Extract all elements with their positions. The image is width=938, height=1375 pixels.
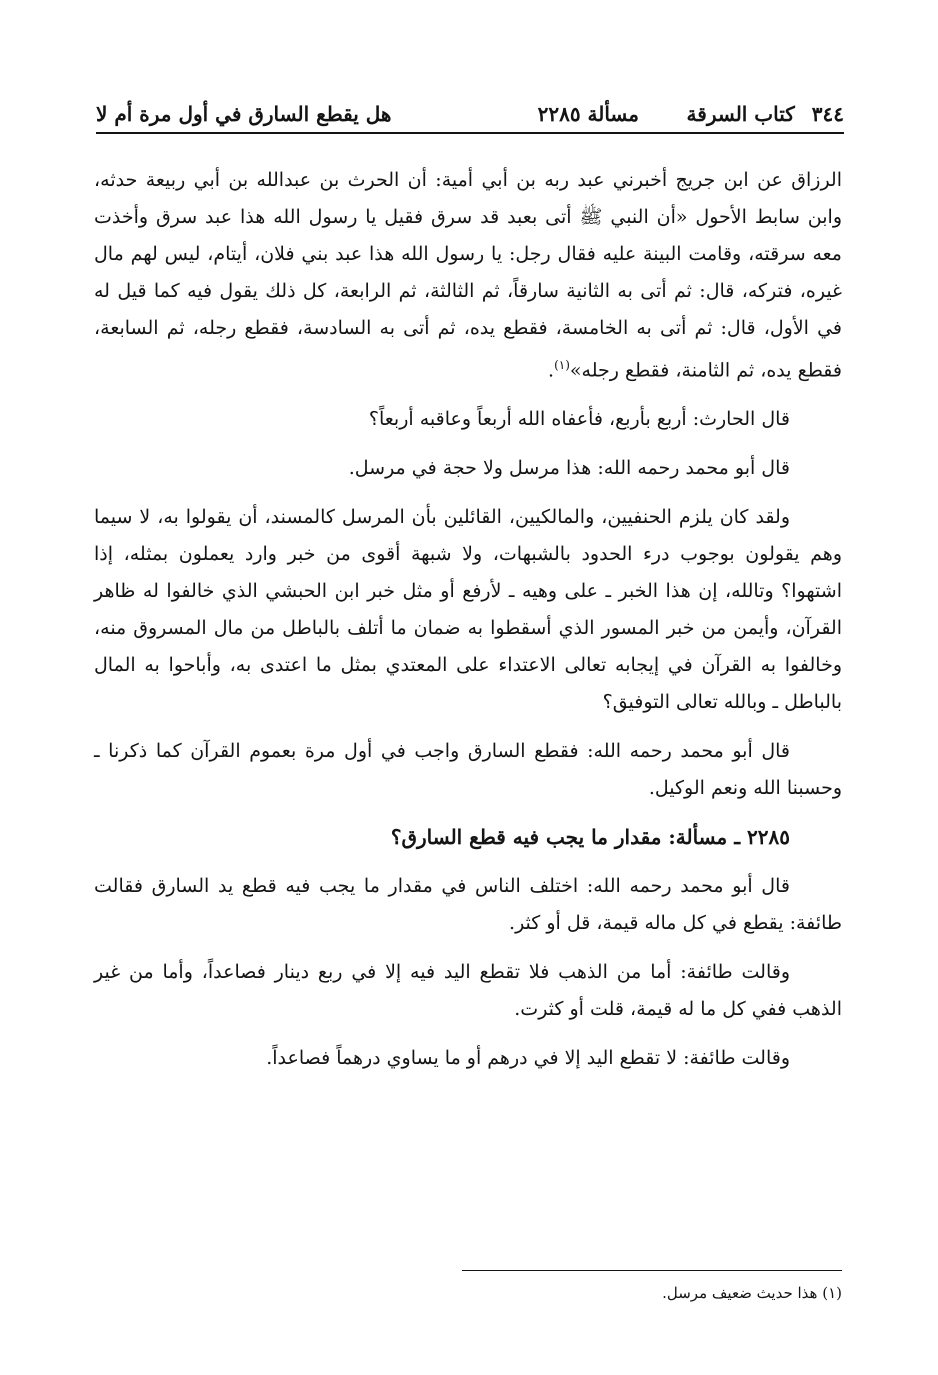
paragraph-opinion-two: وقالت طائفة: أما من الذهب فلا تقطع اليد فيه إلا في ربع دينار فصاعداً، وأما من غير الذهب ففي كل ما له قيمة، قلت أو كثرت. [94,961,842,1021]
paragraph-opinion-three: وقالت طائفة: لا تقطع اليد إلا في درهم أو ما يساوي درهماً فصاعداً. [266,1047,790,1070]
paragraph-mursal: قال أبو محمد رحمه الله: هذا مرسل ولا حجة في مرسل. [348,457,790,480]
section-heading: ٢٢٨٥ ـ مسألة: مقدار ما يجب فيه قطع السارق؟ [390,825,790,850]
issue-title: هل يقطع السارق في أول مرة أم لا [96,102,392,126]
paragraph-disagreement: قال أبو محمد رحمه الله: اختلف الناس في مقدار ما يجب فيه قطع يد السارق فقالت طائفة: يقطع في كل ماله قيمة، قل أو كثر. [94,875,842,935]
footnote-reference: (١) [554,358,570,372]
footnote: (١) هذا حديث ضعيف مرسل. [662,1284,842,1302]
main-text [94,162,842,1089]
paragraph-hadith: الرزاق عن ابن جريج أخبرني عبد ربه بن أبي أمية: أن الحرث بن عبدالله بن أبي ربيعة حدثه، وابن سابط الأحول «أن النبي ﷺ أتى بعبد قد سرق فقيل يا رسول الله هذا عبد سرق وأخذت معه سرقته، وقامت البينة عليه فقال رجل: يا رسول الله هذا عبد بني فلان، أيتام، ليس لهم مال غيره، فتركه، قال: ثم أتى به الثانية سارقاً، ثم الثالثة، ثم الرابعة، كل ذلك يقول فيه كما قيل له في الأول، قال: ثم أتى به الخامسة، فقطع يده، ثم أتى به السادسة، فقطع رجله، ثم السابعة، فقطع يده، ثم الثامنة، فقطع رجله»$^{(١)}$. [94,169,842,382]
paragraph-hanafis: ولقد كان يلزم الحنفيين، والمالكيين، القائلين بأن المرسل كالمسند، أن يقولوا به، لا سيما وهم يقولون بوجوب درء الحدود بالشبهات، ولا شبهة أقوى من خبر وارد يعملون بمثله، إذا اشتهوا؟ وتالله، إن هذا الخبر ـ على وهيه ـ لأرفع أو مثل خبر ابن الحبشي الذي خالفوا له ظاهر القرآن، وأيمن من خبر المسور الذي أسقطوا به ضمان ما أتلف بالباطل من مال المسروق منه، وخالفوا به القرآن في إيجابه تعالى الاعتداء على المعتدي بمثل ما اعتدى به، وأباحوا به المال بالباطل ـ وبالله تعالى التوفيق؟ [94,506,842,714]
book-title: كتاب السرقة [686,102,795,126]
header-book-info [687,96,844,132]
paragraph-conclusion: قال أبو محمد رحمه الله: فقطع السارق واجب في أول مرة بعموم القرآن كما ذكرنا ـ وحسبنا الله ونعم الوكيل. [94,740,842,800]
footnote-divider [462,1270,842,1271]
issue-number: مسألة ٢٢٨٥ [537,102,639,126]
paragraph-harith: قال الحارث: أربع بأربع، فأعفاه الله أربعاً وعاقبه أربعاً؟ [368,408,790,431]
page-number: ٣٤٤ [811,102,844,126]
page-header [96,96,844,134]
